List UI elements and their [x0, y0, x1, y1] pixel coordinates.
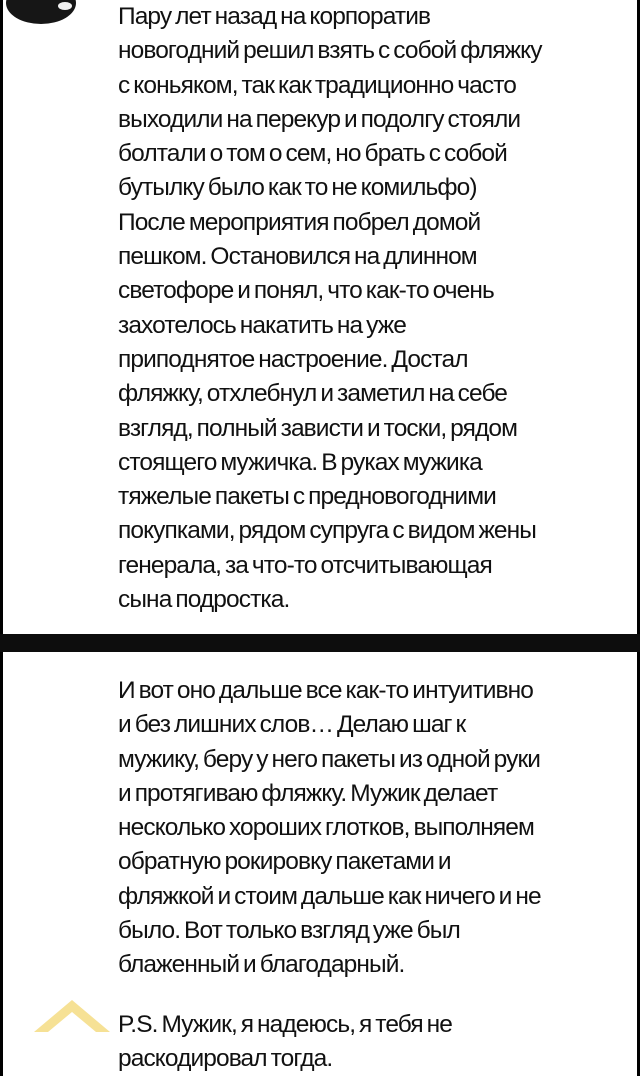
comment-paragraph-3: P.S. Мужик, я надеюсь, я тебя не раскодировал тогда.: [118, 1011, 453, 1073]
reply-chevron-icon[interactable]: [28, 996, 124, 1036]
comment-paragraph-1: Пару лет назад на корпоратив новогодний решил взять с собой фляжку с коньяком, так как традиционно часто выходили на перекур и подолгу стояли болтали о том о сем, но брать с собой бутылку было как то не комильфо) После мероприятия побрел домой пешком. Остановился на длинном светофоре и понял, что как-то очень захотелось накатить на уже приподнятое настроение. Достал фляжку, отхлебнул и заметил на себе взгляд, полный зависти и тоски, рядом стоящего мужичка. В руках мужика тяжелые пакеты с предновогодними покупками, рядом супруга с видом жены генерала, за что-то отсчитывающая сына подростка.: [118, 3, 542, 614]
panel-divider: [0, 634, 640, 652]
reply-chevron-shape: [34, 1000, 110, 1032]
avatar-highlight: [58, 2, 72, 10]
comment-paragraph-2: И вот оно дальше все как-то интуитивно и без лишних слов… Делаю шаг к мужику, беру у него пакеты из одной руки и протягиваю фляжку. Мужик делает несколько хороших глотков, выполняем обратную рокировку пакетами и фляжкой и стоим дальше как ничего и не было. Вот только взгляд уже был блаженный и благодарный.: [118, 677, 541, 979]
